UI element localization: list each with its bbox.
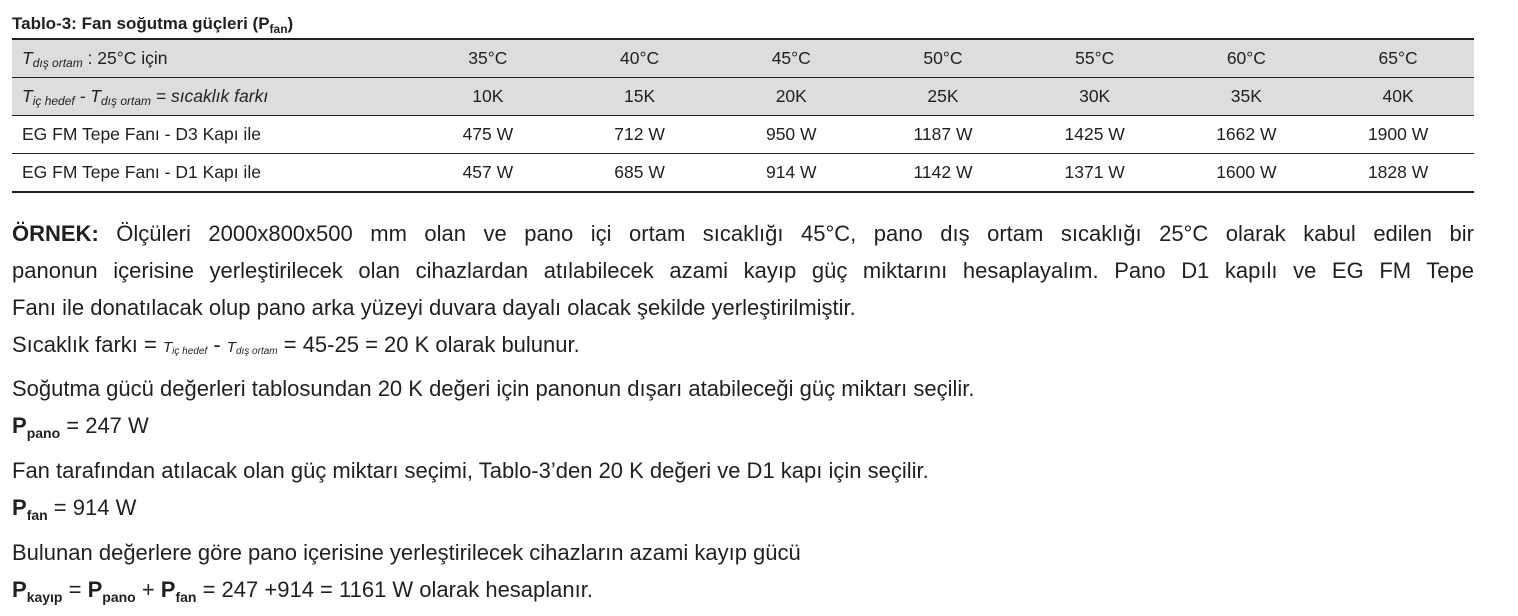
row-label: EG FM Tepe Fanı - D1 Kapı ile bbox=[12, 154, 412, 193]
document-page bbox=[12, 8, 1474, 616]
caption-subscript: fan bbox=[269, 22, 288, 36]
table-cell: 35K bbox=[1171, 78, 1323, 116]
example-line-3: Fanı ile donatılacak olup pano arka yüzeyi duvara dayalı olacak şekilde yerleştirilmiştir. bbox=[12, 295, 856, 320]
table-cell: 914 W bbox=[715, 154, 867, 193]
fan-power-table bbox=[12, 40, 1474, 193]
table-cell: 40K bbox=[1322, 78, 1474, 116]
table-cell: 10K bbox=[412, 78, 564, 116]
table-cell: 457 W bbox=[412, 154, 564, 193]
table-row-temp-diff bbox=[12, 78, 1474, 116]
caption-end: ) bbox=[287, 14, 294, 33]
example-label: ÖRNEK: bbox=[12, 221, 99, 246]
table-row-d1-door bbox=[12, 154, 1474, 193]
row-label: $T_{iç hedef} - T_{dış ortam}$ = sıcaklık farkı bbox=[12, 78, 412, 116]
table-cell: 1187 W bbox=[867, 116, 1019, 154]
example-text bbox=[12, 215, 1474, 616]
table-cell: 55°C bbox=[1019, 40, 1171, 78]
fan-line: Fan tarafından atılacak olan güç miktarı seçimi, Tablo-3’den 20 K değeri ve D1 kapı için seçilir. bbox=[12, 458, 929, 483]
table-cell: 65°C bbox=[1322, 40, 1474, 78]
table-cell: 40°C bbox=[564, 40, 716, 78]
table-cell: 1828 W bbox=[1322, 154, 1474, 193]
caption-text: Tablo-3: Fan soğutma güçleri (P bbox=[12, 14, 270, 33]
final-formula-line: $P_{kayıp} = P_{pano} + P_{fan} = 247 +914 = 1161$ W olarak hesaplanır. bbox=[12, 577, 593, 605]
p-fan-line: $P_{fan} = 914$ W bbox=[12, 495, 137, 523]
table-row-d3-door bbox=[12, 116, 1474, 154]
table-cell: 1425 W bbox=[1019, 116, 1171, 154]
table-cell: 712 W bbox=[564, 116, 716, 154]
p-pano-line: $P_{pano} = 247$ W bbox=[12, 413, 149, 441]
result-line: Bulunan değerlere göre pano içerisine yerleştirilecek cihazların azami kayıp gücü bbox=[12, 540, 801, 565]
table-cell: 1600 W bbox=[1171, 154, 1323, 193]
table-caption bbox=[12, 8, 1474, 40]
table-cell: 475 W bbox=[412, 116, 564, 154]
table-cell: 1142 W bbox=[867, 154, 1019, 193]
table-cell: 1371 W bbox=[1019, 154, 1171, 193]
row-label: EG FM Tepe Fanı - D3 Kapı ile bbox=[12, 116, 412, 154]
select-line: Soğutma gücü değerleri tablosundan 20 K değeri için panonun dışarı atabileceği güç miktarı seçilir. bbox=[12, 376, 975, 401]
table-cell: 25K bbox=[867, 78, 1019, 116]
table-cell: 30K bbox=[1019, 78, 1171, 116]
table-cell: 45°C bbox=[715, 40, 867, 78]
table-cell: 15K bbox=[564, 78, 716, 116]
example-line-1: ÖRNEK: Ölçüleri 2000x800x500 mm olan ve pano içi ortam sıcaklığı 45°C, pano dış ortam sıcaklığı 25°C olarak kabul edilen bir bbox=[12, 221, 1474, 246]
table-cell: 35°C bbox=[412, 40, 564, 78]
table-cell: 60°C bbox=[1171, 40, 1323, 78]
table-cell: 950 W bbox=[715, 116, 867, 154]
table-cell: 50°C bbox=[867, 40, 1019, 78]
table-cell: 1662 W bbox=[1171, 116, 1323, 154]
example-line-2: panonun içerisine yerleştirilecek olan cihazlardan atılabilecek azami kayıp güç miktarını hesaplayalım. Pano D1 kapılı ve EG FM Tepe bbox=[12, 258, 1474, 283]
row-label: $T_{dış ortam}$ : 25°C için bbox=[12, 40, 412, 78]
table-row-outdoor-temp bbox=[12, 40, 1474, 78]
table-cell: 1900 W bbox=[1322, 116, 1474, 154]
table-cell: 20K bbox=[715, 78, 867, 116]
table-cell: 685 W bbox=[564, 154, 716, 193]
temp-diff-line: Sıcaklık farkı = $T_{iç hedef} - T_{dış ortam} = 45-25 = 20$ K olarak bulunur. bbox=[12, 332, 580, 357]
